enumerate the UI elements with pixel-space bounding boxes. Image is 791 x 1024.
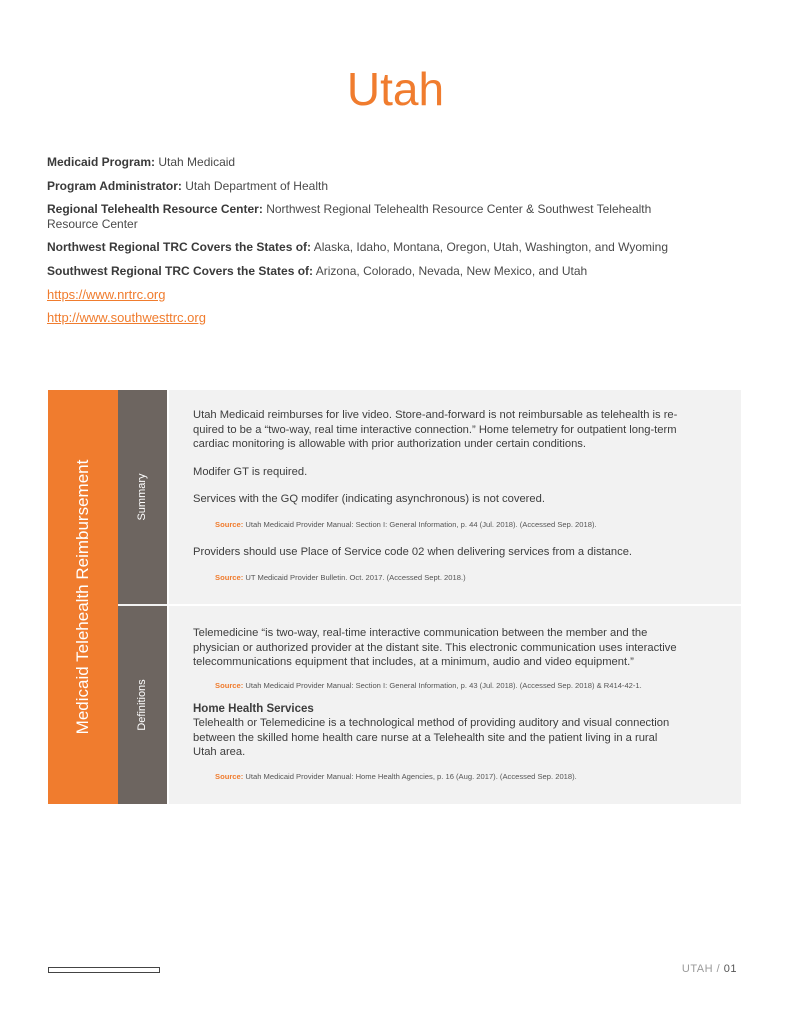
southwest-trc-value: Arizona, Colorado, Nevada, New Mexico, and Utah	[315, 264, 588, 278]
definitions-p1-line3: telecommunications equipment that includes, at a minimum, audio and video equipment.”	[193, 656, 634, 668]
summary-source-1-label: Source:	[215, 520, 244, 529]
definitions-source-1	[215, 681, 642, 690]
program-administrator	[47, 179, 747, 194]
column-divider	[167, 390, 169, 804]
definitions-p2-line2: between the skilled home health care nurse at a Telehealth site and the patient living in a rural	[193, 731, 658, 744]
regional-resource-center-value-2: Resource Center	[47, 217, 138, 231]
northwest-trc-states	[47, 240, 747, 255]
southwesttrc-link[interactable]: http://www.southwesttrc.org	[47, 310, 206, 325]
program-administrator-value: Utah Department of Health	[185, 179, 328, 193]
row-divider	[167, 604, 741, 606]
medicaid-program-label: Medicaid Program:	[47, 155, 156, 169]
footer-state: UTAH	[681, 963, 714, 975]
regional-resource-center-value: Northwest Regional Telehealth Resource Center & Southwest Telehealth	[266, 202, 652, 216]
summary-paragraph-1	[193, 408, 703, 452]
footer-fine-print-box	[48, 967, 160, 973]
summary-source-1-text: Utah Medicaid Provider Manual: Section I: General Information, p. 44 (Jul. 2018). (Accessed Sep. 2018).	[245, 520, 597, 529]
side-header	[48, 390, 118, 804]
northwest-trc-label: Northwest Regional TRC Covers the States of:	[47, 240, 312, 254]
medicaid-program	[47, 155, 747, 170]
definitions-source-1-label: Source:	[215, 681, 244, 690]
definitions-source-2	[215, 772, 577, 781]
southwest-trc-label: Southwest Regional TRC Covers the States of:	[47, 264, 314, 278]
summary-source-1	[215, 520, 597, 529]
definitions-source-2-text: Utah Medicaid Provider Manual: Home Health Agencies, p. 16 (Aug. 2017). (Accessed Sep. 2018).	[245, 772, 577, 781]
footer-page-number: 01	[723, 963, 737, 975]
summary-paragraph-4: Providers should use Place of Service code 02 when delivering services from a distance.	[193, 546, 633, 558]
summary-source-2-text: UT Medicaid Provider Bulletin. Oct. 2017. (Accessed Sept. 2018.)	[245, 573, 466, 582]
definitions-tab	[118, 606, 167, 804]
page-footer	[682, 963, 737, 975]
definitions-source-1-text: Utah Medicaid Provider Manual: Section I: General Information, p. 43 (Jul. 2018). (Accessed Sep. 2018) & R414-42-1.	[245, 681, 642, 690]
summary-p1-line3: cardiac monitoring is allowable with prior authorization under certain conditions.	[193, 438, 587, 450]
definitions-paragraph-1	[193, 626, 703, 670]
southwest-trc-states	[47, 264, 747, 279]
definitions-p2-line1: Telehealth or Telemedicine is a technological method of providing auditory and visual connection	[193, 717, 670, 729]
summary-tab-label: Summary	[136, 473, 148, 521]
definitions-p1-line1: Telemedicine “is two-way, real-time interactive communication between the member and the	[193, 627, 648, 639]
summary-source-2-label: Source:	[215, 573, 244, 582]
definitions-p1-line2: physician or authorized provider at the distant site. This electronic communication uses interactive	[193, 641, 677, 654]
summary-paragraph-2: Modifer GT is required.	[193, 466, 308, 478]
northwest-trc-value: Alaska, Idaho, Montana, Oregon, Utah, Washington, and Wyoming	[313, 240, 669, 254]
footer-separator: /	[716, 963, 721, 975]
summary-tab	[118, 390, 167, 604]
page-title: Utah	[346, 63, 445, 115]
definitions-source-2-label: Source:	[215, 772, 244, 781]
definitions-p2-line3: Utah area.	[193, 746, 246, 758]
regional-resource-center	[47, 202, 747, 232]
definitions-paragraph-2	[193, 716, 703, 760]
program-administrator-label: Program Administrator:	[47, 179, 182, 193]
summary-p1-line2: quired to be a “two-way, real time interactive connection.” Home telemetry for outpatient long-term	[193, 423, 677, 436]
regional-resource-center-label: Regional Telehealth Resource Center:	[47, 202, 263, 216]
medicaid-program-value: Utah Medicaid	[158, 155, 236, 169]
summary-source-2	[215, 573, 466, 582]
summary-paragraph-3: Services with the GQ modifer (indicating asynchronous) is not covered.	[193, 493, 545, 505]
home-health-heading: Home Health Services	[193, 703, 314, 715]
definitions-tab-label: Definitions	[136, 679, 148, 731]
summary-p1-line1: Utah Medicaid reimburses for live video. Store-and-forward is not reimbursable as telehealth is re-	[193, 409, 678, 421]
nrtrc-link[interactable]: https://www.nrtrc.org	[47, 287, 166, 302]
side-header-label: Medicaid Telehealth Reimbursement	[73, 459, 92, 735]
